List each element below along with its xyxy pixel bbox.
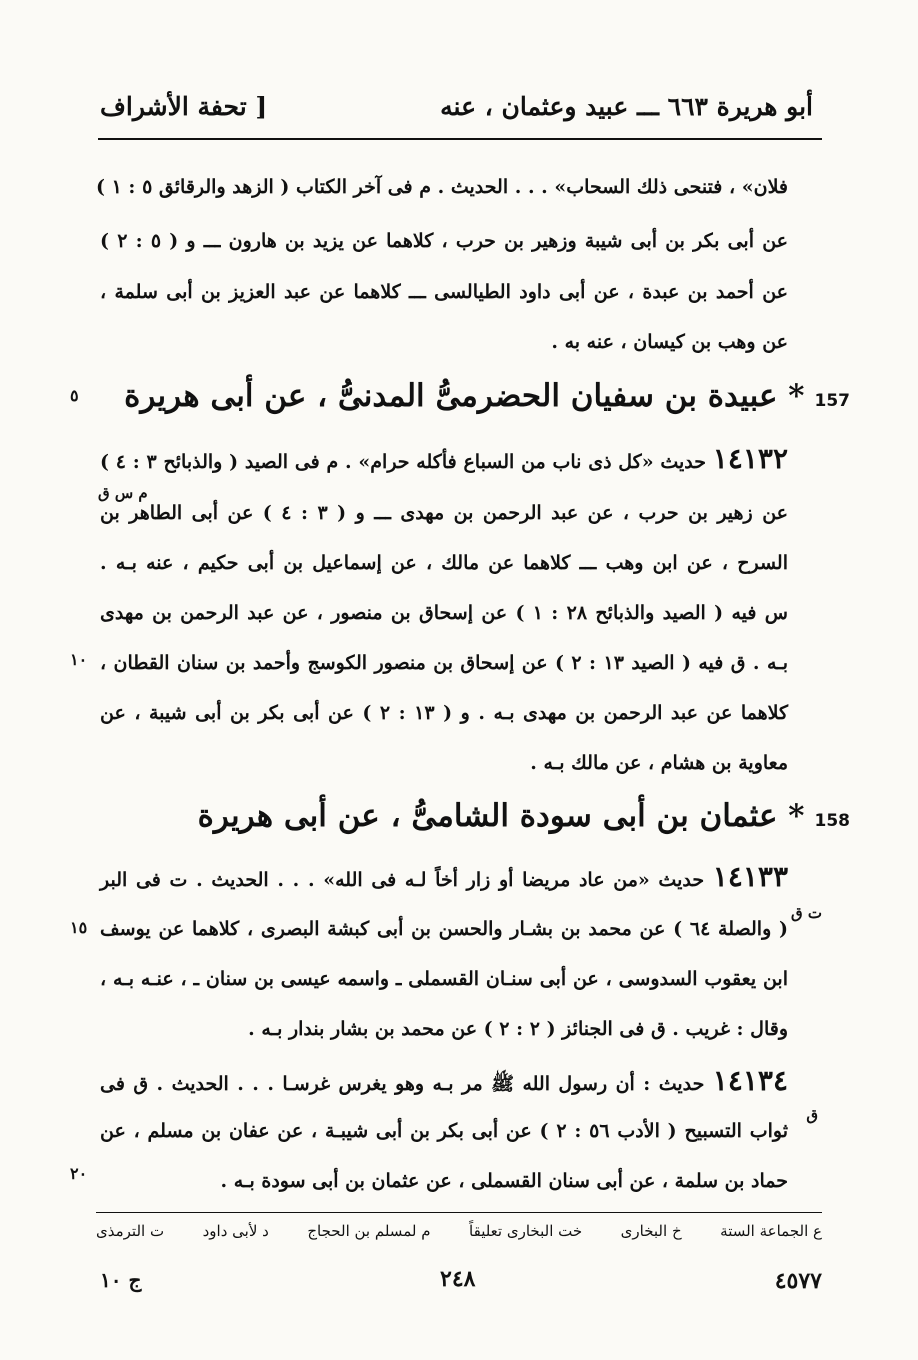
hadith-number: ١٤١٣٢ [712, 442, 788, 475]
text-line: عن أبى بكر بن أبى شيبة وزهير بن حرب ، كلاهما عن يزيد بن هارون ـــ و ( ٥ : ٢ ) [100, 230, 788, 252]
text-line: فلان» ، فتنحى ذلك السحاب» . . . الحديث . م فى آخر الكتاب ( الزهد والرقائق ٥ : ١ ) [95, 176, 788, 198]
abbreviations-key [96, 1222, 822, 1240]
text-line: كلاهما عن عبد الرحمن بن مهدى بـه . و ( ١٣ : ٢ ) عن أبى بكر بن أبى شيبة ، عن [100, 702, 788, 724]
abbreviation: د لأبى داود [202, 1222, 269, 1240]
hadith-number: ١٤١٣٤ [712, 1064, 788, 1097]
abbreviation: م لمسلم بن الحجاج [307, 1222, 431, 1240]
margin-note: ق [806, 1106, 818, 1124]
line-number: ١٥ [70, 918, 88, 937]
hadith-number: ١٤١٣٣ [712, 860, 788, 893]
line-number: ١٠ [70, 650, 88, 669]
chapter-title: * عبيدة بن سفيان الحضرمىُّ المدنىُّ ، عن أبى هريرة [124, 378, 805, 414]
abbreviation: خت البخارى تعليقاً [469, 1222, 583, 1240]
abbreviation: ت الترمذى [96, 1222, 165, 1240]
line-number: ٥ [70, 386, 79, 405]
text-line: ابن يعقوب السدوسى ، عن أبى سنـان القسملى ـ واسمه عيسى بن سنان ـ ، عنـه بـه ، [100, 968, 788, 990]
hadith-14133-line: ١٤١٣٣ حديث «من عاد مريضا أو زار أخاً لـه فى الله» . . . الحديث . ت فى البر [100, 860, 788, 893]
text-line: السرح ، عن ابن وهب ـــ كلاهما عن مالك ، عن إسماعيل بن أبى حكيم ، عنه بـه . [100, 552, 788, 574]
page-number: ٢٤٨ [440, 1266, 476, 1292]
text-line: بـه . ق فيه ( الصيد ١٣ : ٢ ) عن إسحاق بن منصور الكوسج وأحمد بن سنان القطان ، [100, 652, 788, 674]
footer-rule [96, 1212, 822, 1213]
chapter-number: 157 [814, 391, 850, 411]
text-line: حماد بن سلمة ، عن أبى سنان القسملى ، عن عثمان بن أبى سودة بـه . [220, 1170, 788, 1192]
margin-note: م س ق [98, 484, 148, 502]
running-header-left: [ تحفة الأشراف [100, 92, 268, 121]
hadith-14132-line: ١٤١٣٢ حديث «كل ذى ناب من السباع فأكله حرام» . م فى الصيد ( والذبائح ٣ : ٤ ) [100, 442, 788, 475]
page-code: ٤٥٧٧ [774, 1268, 822, 1294]
text-line: عن وهب بن كيسان ، عنه به . [551, 331, 788, 353]
chapter-title: * عثمان بن أبى سودة الشامىُّ ، عن أبى هريرة [197, 798, 805, 834]
running-header-right: أبو هريرة ٦٦٣ ـــ عبيد وعثمان ، عنه [440, 92, 813, 121]
header-rule [98, 138, 822, 140]
margin-note: ت ق [791, 904, 822, 922]
text-line: وقال : غريب . ق فى الجنائز ( ٢ : ٢ ) عن محمد بن بشار بندار بـه . [248, 1018, 788, 1040]
chapter-heading-158 [198, 798, 850, 834]
volume-label: ج ١٠ [100, 1268, 142, 1292]
abbreviation: ع الجماعة الستة [720, 1222, 822, 1240]
text-line: ( والصلة ٦٤ ) عن محمد بن بشـار والحسن بن أبى كبشة البصرى ، كلاهما عن يوسف [100, 918, 788, 940]
line-number: ٢٠ [70, 1164, 88, 1183]
text-line: ثواب التسبيح ( الأدب ٥٦ : ٢ ) عن أبى بكر بن أبى شيبـة ، عن عفان بن مسلم ، عن [100, 1120, 788, 1142]
text-line: عن أحمد بن عبدة ، عن أبى داود الطيالسى ـــ كلاهما عن عبد العزيز بن أبى سلمة ، [100, 281, 788, 303]
chapter-heading-157 [124, 378, 850, 414]
text-line: معاوية بن هشام ، عن مالك بـه . [530, 752, 788, 774]
abbreviation: خ البخارى [620, 1222, 682, 1240]
text-line: عن زهير بن حرب ، عن عبد الرحمن بن مهدى ـــ و ( ٣ : ٤ ) عن أبى الطاهر بن [100, 502, 789, 524]
chapter-number: 158 [814, 811, 850, 831]
hadith-14134-line: ١٤١٣٤ حديث : أن رسول الله ﷺ مر بـه وهو يغرس غرسـا . . . الحديث . ق فى [100, 1064, 788, 1097]
text-line: س فيه ( الصيد والذبائح ٢٨ : ١ ) عن إسحاق بن منصور ، عن عبد الرحمن بن مهدى [100, 602, 788, 624]
